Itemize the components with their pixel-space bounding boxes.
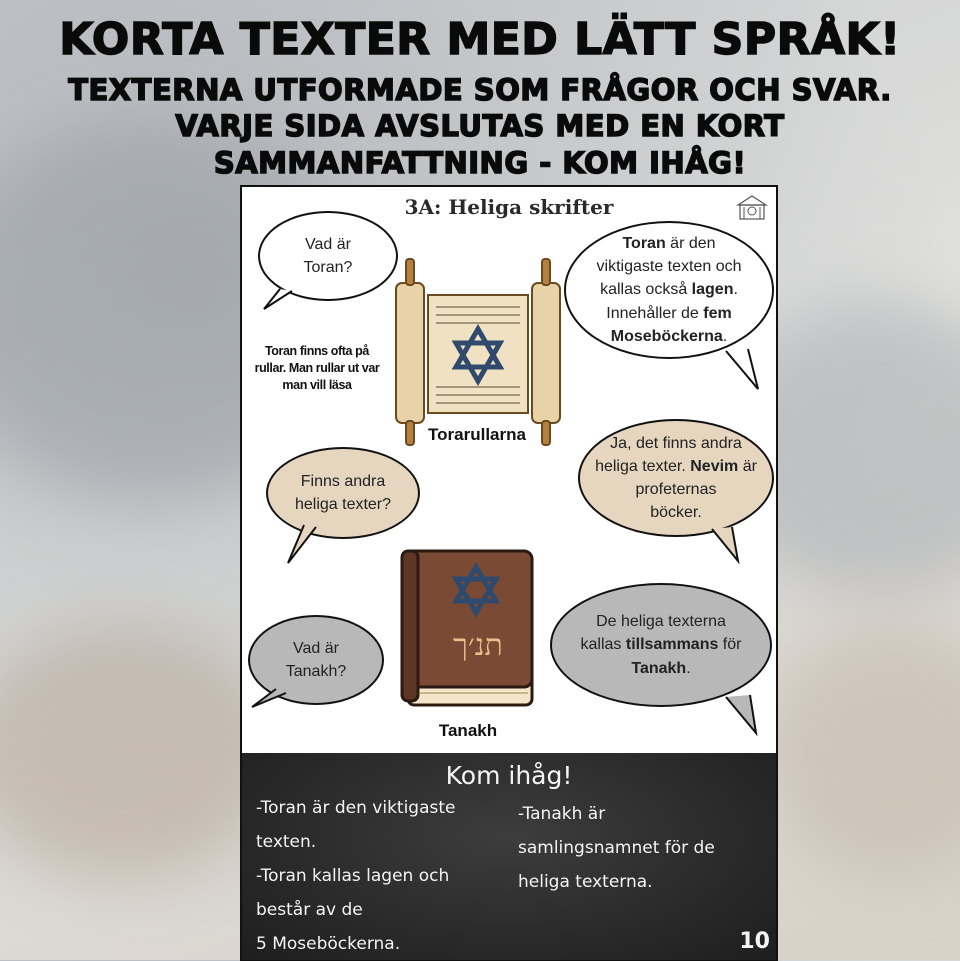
summary-left-column — [256, 791, 506, 961]
summary-line: -Toran är den viktigaste — [256, 798, 456, 818]
bubble-text: Toran? — [303, 259, 353, 276]
bubble-tail — [708, 525, 744, 565]
summary-line: -Toran kallas lagen och — [256, 866, 450, 886]
answer-bubble-tanakh — [550, 583, 772, 707]
book-hebrew-title: תנ׳ך — [453, 628, 503, 663]
bubble-tail — [262, 287, 302, 311]
summary-line: -Tanakh är — [518, 804, 606, 824]
answer-bubble-nevim — [578, 419, 774, 537]
scroll-note — [242, 343, 392, 394]
tanakh-book-icon — [398, 545, 538, 713]
background-cloud — [760, 620, 960, 880]
summary-title: Kom ihåg! — [445, 761, 573, 790]
bubble-text: profeternas — [635, 481, 717, 498]
bubble-bold-text: Tanakh — [631, 659, 687, 677]
note-text: Toran finns ofta på — [265, 344, 369, 358]
headline-line-2: TEXTERNA UTFORMADE SOM FRÅGOR OCH SVAR. — [68, 73, 892, 107]
summary-line: heliga texterna. — [518, 872, 653, 892]
bubble-bold-text: Nevim — [690, 457, 739, 475]
bubble-tail — [722, 693, 762, 737]
bubble-text: . — [686, 659, 691, 677]
page-number: 10 — [739, 929, 770, 954]
bubble-tail — [250, 687, 290, 711]
headline-line-3: VARJE SIDA AVSLUTAS MED EN KORT — [175, 109, 785, 143]
bubble-text: De heliga texterna — [596, 613, 726, 631]
headline-line-1: KORTA TEXTER MED LÄTT SPRÅK! — [59, 14, 901, 65]
bubble-text: . — [733, 281, 738, 299]
bubble-bold-text: fem — [703, 304, 732, 322]
worksheet-page — [242, 187, 776, 960]
bubble-text: Finns andra — [300, 472, 386, 490]
bubble-text: är — [738, 457, 757, 475]
bubble-text: Ja, det finns andra — [610, 434, 742, 452]
note-text: man vill läsa — [282, 377, 352, 392]
bubble-bold-text: Moseböckerna — [610, 327, 723, 345]
bubble-text: för — [718, 636, 742, 654]
temple-logo-icon — [736, 193, 768, 223]
page-title: 3A: Heliga skrifter — [404, 195, 614, 219]
summary-line: 5 Moseböckerna. — [256, 934, 401, 954]
bubble-text: Innehåller de — [606, 304, 704, 322]
bubble-text: viktigaste texten och — [596, 258, 742, 276]
bubble-text: . — [722, 327, 728, 345]
bubble-text: kallas — [580, 636, 626, 654]
book-caption: Tanakh — [438, 721, 498, 740]
bubble-tail — [282, 523, 318, 567]
bubble-text: är den — [665, 235, 716, 253]
summary-chalkboard — [242, 753, 776, 960]
bubble-text: Tanakh? — [285, 663, 347, 680]
bubble-bold-text: Toran — [622, 235, 666, 253]
answer-bubble-torah — [564, 221, 774, 359]
bubble-bold-text: lagen — [691, 281, 734, 299]
bubble-text: Vad är — [305, 235, 351, 253]
headline-line-4: SAMMANFATTNING - KOM IHÅG! — [213, 146, 747, 180]
bubble-text: heliga texter? — [294, 496, 392, 513]
bubble-text: böcker. — [650, 504, 702, 522]
bubble-text: heliga texter. — [595, 457, 691, 475]
bubble-bold-text: tillsammans — [625, 636, 719, 654]
background-cloud — [0, 620, 280, 880]
scroll-caption: Torarullarna — [428, 425, 526, 444]
summary-line: består av de — [256, 900, 363, 920]
note-text: rullar. Man rullar ut var — [254, 360, 380, 375]
bubble-tail — [720, 347, 764, 393]
bubble-text: Vad är — [293, 639, 339, 657]
summary-right-column — [518, 797, 768, 899]
summary-line: texten. — [256, 832, 317, 852]
bubble-text: kallas också — [600, 281, 692, 299]
summary-line: samlingsnamnet för de — [518, 838, 715, 858]
torah-scroll-icon — [390, 257, 566, 447]
